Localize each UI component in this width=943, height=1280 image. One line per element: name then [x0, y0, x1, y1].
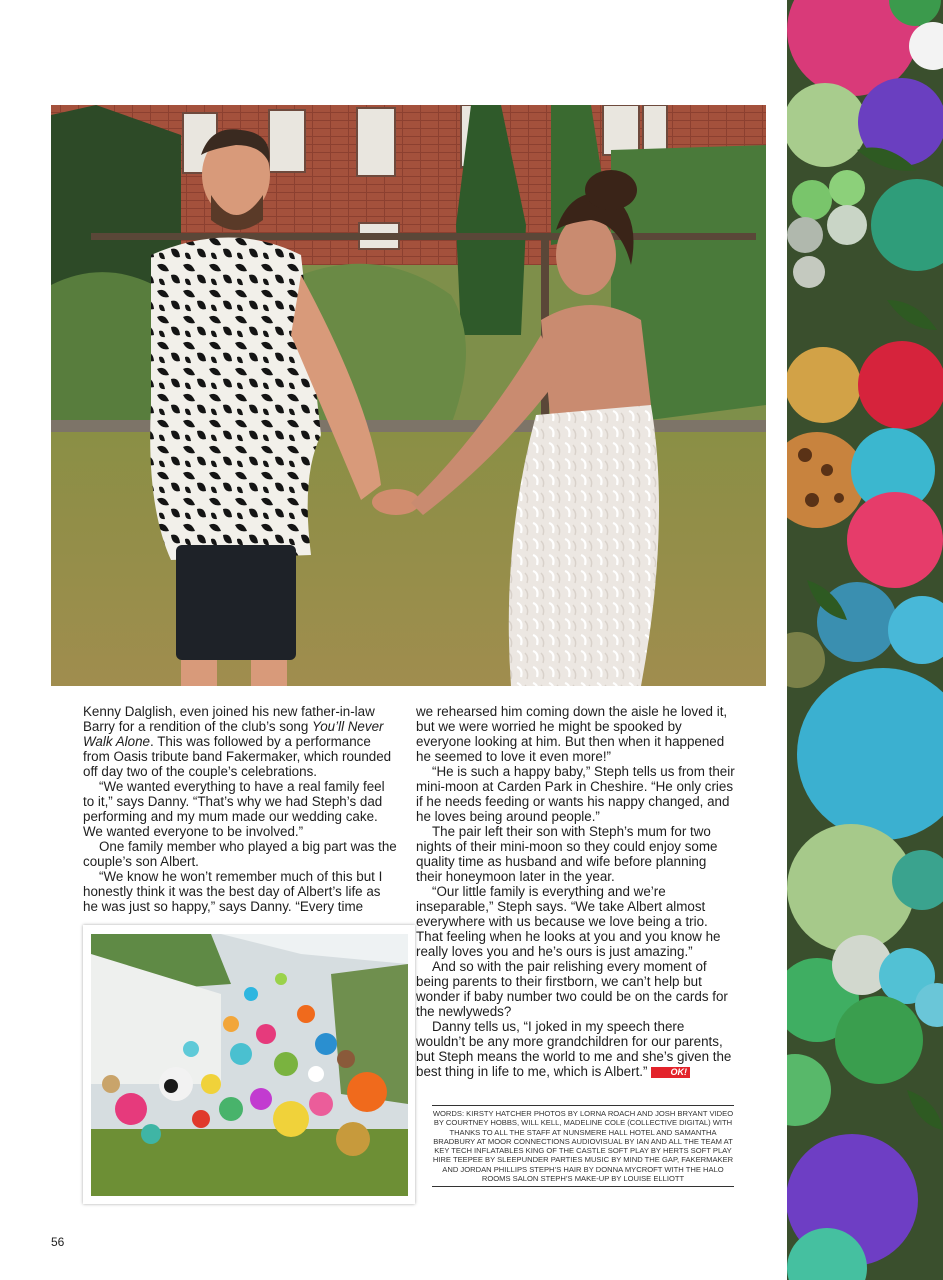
paragraph: One family member who played a big part was the couple’s son Albert. — [83, 839, 397, 869]
balloon-strip-image — [787, 0, 943, 1280]
paragraph: The pair left their son with Steph’s mum for two nights of their mini-moon so they could enjoy some quality time as husband and wife before planning their honeymoon later in the year. — [416, 824, 718, 884]
balloon-display-illustration — [91, 934, 408, 1196]
paragraph — [83, 704, 399, 779]
paragraph: we rehearsed him coming down the aisle he loved it, but we were worried he might be spooked by everyone looking at him. But then when it happened he seemed to love it even more!” — [416, 704, 728, 764]
paragraph-text: Kenny Dalglish, even joined his new father-in-law Barry for a rendition of the club’s song — [83, 704, 375, 734]
ok-logo-icon: OK! — [651, 1067, 690, 1078]
paragraph — [416, 1019, 736, 1079]
song-title: You’ll Never Walk Alone — [83, 719, 384, 749]
paragraph: “Our little family is everything and we’re inseparable,” Steph says. “We take Albert almost everywhere with us because we love being a trio. That feeling when he looks at you and you know he really loves you and he’s ours is just amazing.” — [416, 884, 721, 959]
page-number: 56 — [51, 1235, 65, 1249]
paragraph: And so with the pair relishing every moment of being parents to their firstborn, we can’t help but wonder if baby number two could be on the cards for the newlyweds? — [416, 959, 728, 1019]
paragraph-text: . This was followed by a performance from Oasis tribute band Fakermaker, which rounded off day two of the couple’s celebrations. — [83, 734, 392, 779]
article-column-2 — [416, 704, 736, 1079]
balloon-strip-illustration — [787, 0, 943, 1280]
article-column-1 — [83, 704, 399, 914]
balloon-display-photo — [91, 934, 408, 1196]
paragraph: “He is such a happy baby,” Steph tells us from their mini-moon at Carden Park in Cheshire. “He only cries if he needs feeding or wants his nappy changed, and he loves being around people.” — [416, 764, 735, 824]
paragraph: “We know he won’t remember much of this but I honestly think it was the best day of Albert’s life as he was just so happy,” says Danny. “Every time — [83, 869, 383, 914]
paragraph-text: Danny tells us, “I joked in my speech there wouldn’t be any more grandchildren for our parents, but Steph means the world to me and she’s given the best thing in life to me, which is Albert.” — [416, 1019, 732, 1079]
couple-garden-illustration — [51, 105, 766, 686]
photo-credits: WORDS: KIRSTY HATCHER PHOTOS BY LORNA ROACH AND JOSH BRYANT VIDEO BY COURTNEY HOBBS, WILL KELL, MADELINE COLE (COLLECTIVE DIGITAL) WITH THANKS TO ALL THE STAFF AT NUNSMERE HALL HOTEL AND SAMANTHA BRADBURY AT MOOR CONNECTIONS AUDIOVISUAL BY IAN AND ALL THE TEAM AT KEY TECH INFLATABLES KING OF THE CASTLE SOFT PLAY BY HERTS SOFT PLAY HIRE TEEPEE BY SLEEPUNDER PARTIES MUSIC BY MIND THE GAP, FAKERMAKER AND JORDAN PHILLIPS STEPH’S HAIR BY DONNA MYCROFT WITH THE HALO ROOMS SALON STEPH’S MAKE-UP BY LOUISE ELLIOTT — [432, 1105, 734, 1187]
paragraph: “We wanted everything to have a real family feel to it,” says Danny. “That’s why we had Steph’s dad performing and my mum made our wedding cake. We wanted everyone to be involved.” — [83, 779, 385, 839]
balloon-display-photo-frame — [83, 925, 415, 1204]
main-couple-photo — [51, 105, 766, 686]
